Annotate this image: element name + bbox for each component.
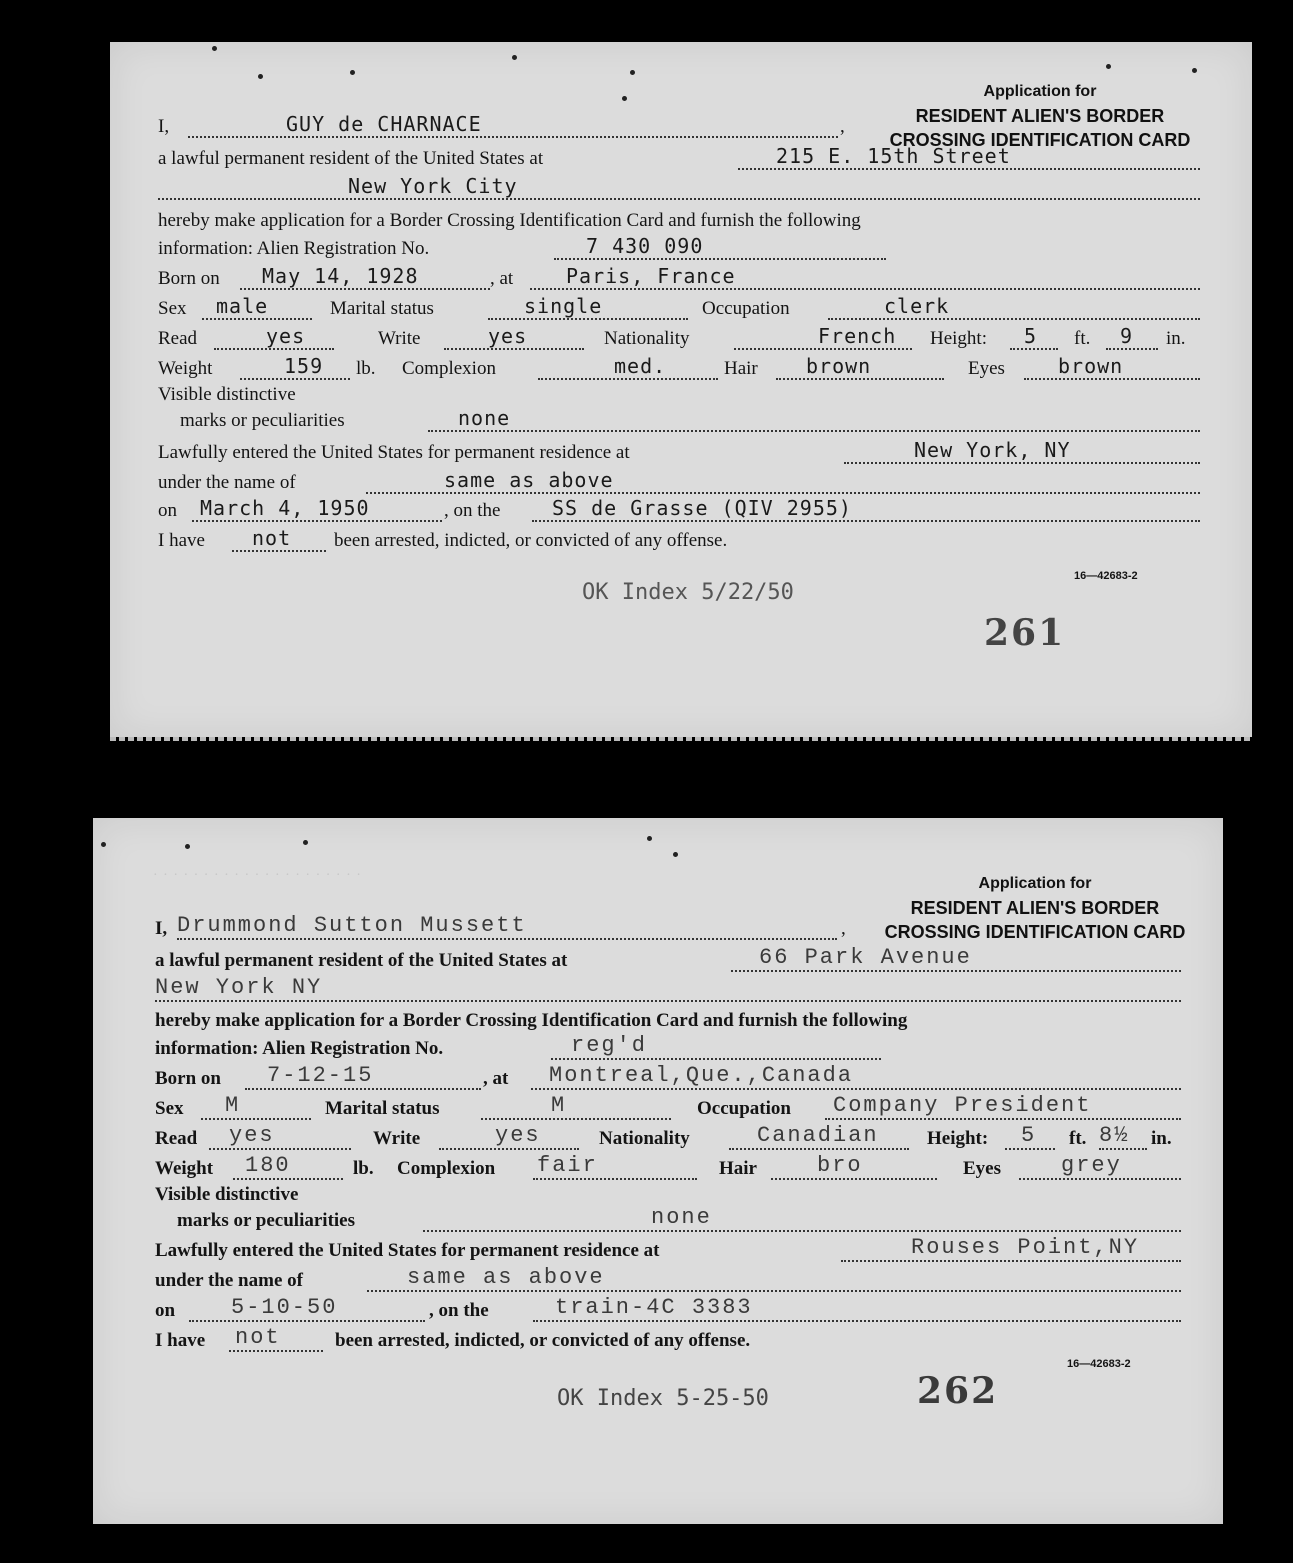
height-in: 8½ [1099, 1123, 1130, 1148]
index-note: OK Index 5-25-50 [557, 1386, 769, 1411]
label-born-on: Born on [158, 268, 220, 289]
header-line3: CROSSING IDENTIFICATION CARD [889, 130, 1191, 150]
application-card-1: Application for RESIDENT ALIEN'S BORDER CROSSING IDENTIFICATION CARD I, GUY de CHARNACE , a lawful permanent resident of the United States at 215 E. 15th Street New York City hereby make application for a Border Crossing Identification Card and furnish the following information: Alien Registration No. 7 430 090 Born on May 14, 1928 , at Paris, France Sex male Marital status single Occupation clerk Read yes Write yes Nationality French Height: 5 ft. 9 in. Weight 159 lb. Complexion med. Hair brown Eyes brown Visible distinctive marks or peculiarities none Lawfully entered the United States for permanent residence at New York, NY under the name of same as above on March 4, 1950 , on the SS de Grasse (QIV 2955) I have not been arrested, indicted, or convicted of any offense. 16—42683-2 OK Index 5/22/50 261 [110, 42, 1252, 738]
complexion-value: med. [614, 354, 667, 378]
nationality-value: Canadian [757, 1123, 879, 1148]
height-ft: 5 [1024, 324, 1038, 348]
label-sex: Sex [158, 298, 187, 319]
applicant-name: GUY de CHARNACE [286, 112, 482, 136]
label-arrested: been arrested, indicted, or convicted of any offense. [334, 530, 728, 551]
label-nationality: Nationality [604, 328, 690, 349]
index-note: OK Index 5/22/50 [582, 580, 794, 605]
label-height: Height: [930, 328, 987, 349]
label-hereby: hereby make application for a Border Crossing Identification Card and furnish the following [155, 1010, 908, 1031]
occupation-value: Company President [833, 1093, 1092, 1118]
label-in: in. [1166, 328, 1186, 349]
label-visible: Visible distinctive [155, 1184, 299, 1205]
sex-value: M [225, 1093, 241, 1118]
label-resident: a lawful permanent resident of the United States at [155, 950, 568, 971]
label-i-have: I have [158, 530, 205, 551]
address-line2: New York City [348, 174, 518, 198]
label-hair: Hair [724, 358, 758, 379]
header-line2: RESIDENT ALIEN'S BORDER [910, 898, 1160, 918]
arrested-value: not [252, 526, 292, 550]
born-place: Montreal,Que.,Canada [549, 1063, 854, 1088]
entry-place: New York, NY [914, 438, 1071, 462]
label-lawfully: Lawfully entered the United States for permanent residence at [158, 442, 630, 463]
label-ft: ft. [1074, 328, 1091, 349]
born-date: 7-12-15 [267, 1063, 374, 1088]
entry-name: same as above [407, 1265, 605, 1290]
label-lb: lb. [356, 358, 376, 379]
eyes-value: brown [1058, 354, 1124, 378]
label-occupation: Occupation [702, 298, 790, 319]
label-resident: a lawful permanent resident of the United States at [158, 148, 544, 169]
entry-date: 5-10-50 [231, 1295, 338, 1320]
entry-place: Rouses Point,NY [911, 1235, 1140, 1260]
label-marital: Marital status [325, 1098, 440, 1119]
alien-reg-no: 7 430 090 [586, 234, 704, 258]
entry-vessel: train-4C 3383 [555, 1295, 753, 1320]
label-lb: lb. [353, 1158, 374, 1179]
weight-value: 159 [284, 354, 324, 378]
height-ft: 5 [1021, 1123, 1037, 1148]
label-alien-reg: information: Alien Registration No. [155, 1038, 444, 1059]
label-i: I, [158, 116, 170, 137]
card-number-stamp: 261 [984, 612, 1066, 654]
label-complexion: Complexion [402, 358, 496, 379]
sex-value: male [216, 294, 269, 318]
label-height: Height: [927, 1128, 989, 1149]
born-date: May 14, 1928 [262, 264, 419, 288]
label-alien-reg: information: Alien Registration No. [158, 238, 430, 259]
label-born-on: Born on [155, 1068, 221, 1089]
entry-name: same as above [444, 468, 614, 492]
read-value: yes [229, 1123, 275, 1148]
address-line1: 215 E. 15th Street [776, 144, 1011, 168]
label-under-name: under the name of [155, 1270, 303, 1291]
label-on: on [155, 1300, 176, 1321]
marks-value: none [651, 1205, 712, 1230]
label-ft: ft. [1069, 1128, 1087, 1149]
label-at: , at [483, 1068, 509, 1089]
complexion-value: fair [537, 1153, 598, 1178]
application-card-2: · · · · · · · · · · · · · · · · · · · · · Application for RESIDENT ALIEN'S BORDER CROSSING IDENTIFICATION CARD I, Drummond Sutton Mussett , a lawful permanent resident of the United States at 66 Park Avenue New York NY hereby make application for a Border Crossing Identification Card and furnish the following information: Alien Registration No. reg'd Born on 7-12-15 , at Montreal,Que.,Canada Sex M Marital status M Occupation Company President Read yes Write yes Nationality Canadian Height: 5 ft. 8½ in. Weight 180 lb. Complexion fair Hair bro Eyes grey Visible distinctive marks or peculiarities none Lawfully entered the United States for permanent residence at Rouses Point,NY under the name of same as above on 5-10-50 , on the train-4C 3383 I have not been arrested, indicted, or convicted of any offense. 16—42683-2 OK Index 5-25-50 262 [93, 818, 1223, 1524]
address-line2: New York NY [155, 975, 323, 1000]
nationality-value: French [818, 324, 897, 348]
weight-value: 180 [245, 1153, 291, 1178]
form-number: 16—42683-2 [1067, 1358, 1131, 1370]
form-number: 16—42683-2 [1074, 570, 1138, 582]
label-read: Read [155, 1128, 198, 1149]
label-eyes: Eyes [968, 358, 1005, 379]
label-hair: Hair [719, 1158, 757, 1179]
label-on-the: , on the [429, 1300, 489, 1321]
eyes-value: grey [1061, 1153, 1122, 1178]
hair-value: brown [806, 354, 872, 378]
label-lawfully: Lawfully entered the United States for permanent residence at [155, 1240, 660, 1261]
label-write: Write [373, 1128, 421, 1149]
arrested-value: not [235, 1325, 281, 1350]
write-value: yes [495, 1123, 541, 1148]
label-nationality: Nationality [599, 1128, 690, 1149]
label-in: in. [1151, 1128, 1172, 1149]
label-write: Write [378, 328, 421, 349]
label-occupation: Occupation [697, 1098, 791, 1119]
label-on: on [158, 500, 177, 521]
label-marks: marks or peculiarities [180, 410, 345, 431]
alien-reg-no: reg'd [571, 1033, 648, 1058]
card-number-stamp: 262 [917, 1370, 999, 1412]
write-value: yes [488, 324, 528, 348]
born-place: Paris, France [566, 264, 736, 288]
label-sex: Sex [155, 1098, 184, 1119]
header-line1: Application for [978, 875, 1092, 892]
label-complexion: Complexion [397, 1158, 496, 1179]
entry-vessel: SS de Grasse (QIV 2955) [552, 496, 852, 520]
label-i: I, [155, 918, 168, 939]
label-at: , at [490, 268, 514, 289]
applicant-name: Drummond Sutton Mussett [177, 913, 527, 938]
label-weight: Weight [158, 358, 213, 379]
label-eyes: Eyes [963, 1158, 1001, 1179]
label-on-the: , on the [444, 500, 501, 521]
label-visible: Visible distinctive [158, 384, 296, 405]
label-arrested: been arrested, indicted, or convicted of any offense. [335, 1330, 751, 1351]
occupation-value: clerk [884, 294, 950, 318]
label-marital: Marital status [330, 298, 434, 319]
label-hereby: hereby make application for a Border Crossing Identification Card and furnish the following [158, 210, 861, 231]
address-line1: 66 Park Avenue [759, 945, 972, 970]
entry-date: March 4, 1950 [200, 496, 370, 520]
label-i-have: I have [155, 1330, 206, 1351]
label-marks: marks or peculiarities [177, 1210, 356, 1231]
read-value: yes [266, 324, 306, 348]
label-weight: Weight [155, 1158, 214, 1179]
marks-value: none [458, 406, 511, 430]
header-line2: RESIDENT ALIEN'S BORDER [915, 106, 1165, 126]
marital-value: M [551, 1093, 567, 1118]
header-line3: CROSSING IDENTIFICATION CARD [884, 922, 1186, 942]
label-read: Read [158, 328, 198, 349]
marital-value: single [524, 294, 603, 318]
height-in: 9 [1120, 324, 1134, 348]
label-under-name: under the name of [158, 472, 296, 493]
header-line1: Application for [983, 83, 1097, 100]
hair-value: bro [817, 1153, 863, 1178]
